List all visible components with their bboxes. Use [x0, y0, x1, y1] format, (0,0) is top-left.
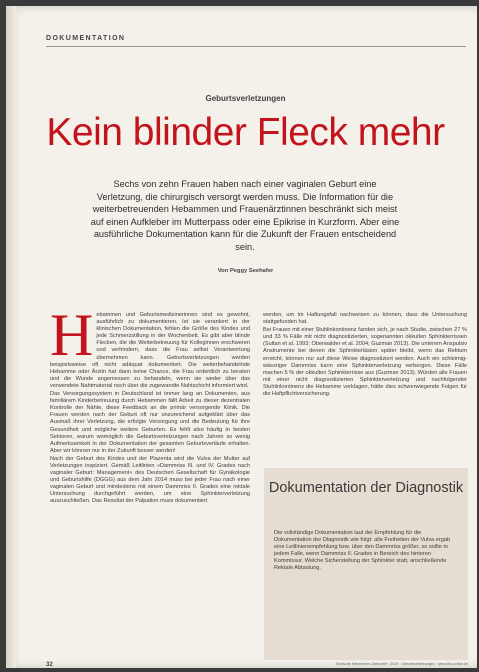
- body-column-left: [50, 302, 250, 507]
- body-paragraph: werden, um im Haftungsfall nachweisen zu können, dass die Untersuchung stattgefunden hat.: [263, 312, 467, 326]
- body-column-right: [263, 312, 467, 399]
- article-lead: Sechs von zehn Frauen haben nach einer vaginalen Geburt eine Verletzung, die chirurgisch versorgt werden muss. Die Information für die weiterbetreuenden Hebammen und Frauenärztinnen beschränkt sich meist auf einen Aufkleber im Mutterpass oder eine Epikrise in Kurzform. Aber eine ausführliche Dokumentation kann für die Zukunft der Frauen entscheidend sein.: [90, 179, 400, 252]
- info-box-text: Die vollständige Dokumentation laut der Empfehlung für die Dokumentation der Diagnostik wie folgt: alle Freiheiten der Vulva ergab eine Leitlinienempfehlung bzw. über den Dammriss größer, so sollte in jedem Falle, wenn Dammriss II. Grades in Bereich des hinteren Kommissur. Welche Sicherstellung der Sphinkter statt, anschließende Rektale Abtastung.: [274, 530, 451, 572]
- header-divider: [46, 46, 466, 47]
- body-paragraph: Nach der Geburt des Kindes und der Plazenta wird die Vulva der Mutter auf Verletzungen inspiziert. Gemäß Leitlinien »Dammriss III. und IV. Grades nach vaginaler Geburt: Management« des Deutschen Gesellschaft für Gynäkologie und Geburtshilfe (DGGG) aus dem Jahr 2014 muss bei jeder Frau nach einer vaginalen Geburt und mindestens mit einem Dammriss II. Grades eine rektale Untersuchung durchgeführt werden, um eine Sphinkterverletzung auszuschließen. Das Resultat der Palpation muss dokumentiert: [50, 455, 250, 505]
- article-kicker: Geburtsverletzungen: [205, 94, 286, 103]
- body-paragraph: Hebammen und Geburtsmedizinerinnen sind es gewohnt, ausführlich zu dokumentieren. Ist sie verankert in der klinischen Dokumentation, fehlen die Größe des Kindes und jede Schmerzstillung in der Wochenbett. Es gibt aber blinde Flecken, die die Weiterbetreuung für Kolleginnen erschweren und verhindern, dass die Frau selbst Verantwortung übernehmen kann. Geburtsverletzungen werden beispielsweise oft nicht adäquat dokumentiert. Die weiterbehandelnde Hebamme oder Ärztin hat dann keine Chance, die Frau ordentlich zu beraten und die Wunde angemessen zu behandeln, wenn sie weder über das verwendete Nahtmaterial noch über die zugewandte Nahtschicht informiert wird.: [50, 302, 250, 389]
- section-label: DOKUMENTATION: [46, 35, 126, 42]
- footer-reference: Deutsche Hebammen Zeitschrift · 2019 · Geburtsverletzungen · www.dhz-online.de: [335, 662, 468, 666]
- body-paragraph: Das Versorgungssystem in Deutschland ist immer lang an Dokumenten, aus familiärem Kinderbetreuung durch Hebammen fällt Arbeit zu dieser dezentralen Kontrolle der Nähte, diese Feedback an die primär versorgende Klinik. Die Frauen werden nach der Geburt oft nur unzureichend aufgeklärt über das Ausmaß ihrer Verletzung, die erfolgte Versorgung und die Bedeutung für ihre Gesundheit und mögliche weitere Geburten. Es fehlt also häufig in beiden Sektoren, warum womöglich die Geburtsverletzungen nach Jahren so wenig Aufmerksamkeit in der Dokumentation der gesamten Geburtsverläufe erhalten. Aber wir können nur in der Zukunft besser werden!: [50, 391, 250, 454]
- magazine-page: [6, 6, 477, 668]
- drop-cap: H: [50, 302, 94, 368]
- page-binding-edge: [6, 6, 16, 668]
- info-box: [264, 468, 468, 660]
- article-byline: Von Peggy Seehafer: [217, 268, 274, 274]
- body-paragraph: Bei Frauen mit einer Stuhlinkontinenz fanden sich, je nach Studie, zwischen 27 % und 33 % Fälle mit nicht diagnostizierten, sogenannten okkulten Sphinkterrissen (Sultan et al. 1993; Oberwalder et al. 2004; Guzman 2013). Die unterem Anspulsiv Anstrumente bei denen die Sphinkterläsion später bleibt, wenn das Rektum erreicht, können nur auf diese Weise diagnostiziert werden. Auch ein schleimig-wässriger Dammriss kann eine Sphinkterverletzung verbergen. Diese Fälle machen 5 % der okkulten Sphinkterrisse aus (Guzman 2013). Würden alle Frauen mit einer nicht diagnostizierten Sphinkterverletzung und nachfolgender Stuhlinkontinenz die Hebamme verklagen, hätte dies schwerwiegende Folgen für die Haftpflichtversicherung.: [263, 327, 467, 398]
- info-box-title: Dokumentation der Diagnostik: [268, 480, 464, 496]
- page-number: 32: [46, 662, 53, 668]
- article-headline: Kein blinder Fleck mehr: [46, 111, 445, 154]
